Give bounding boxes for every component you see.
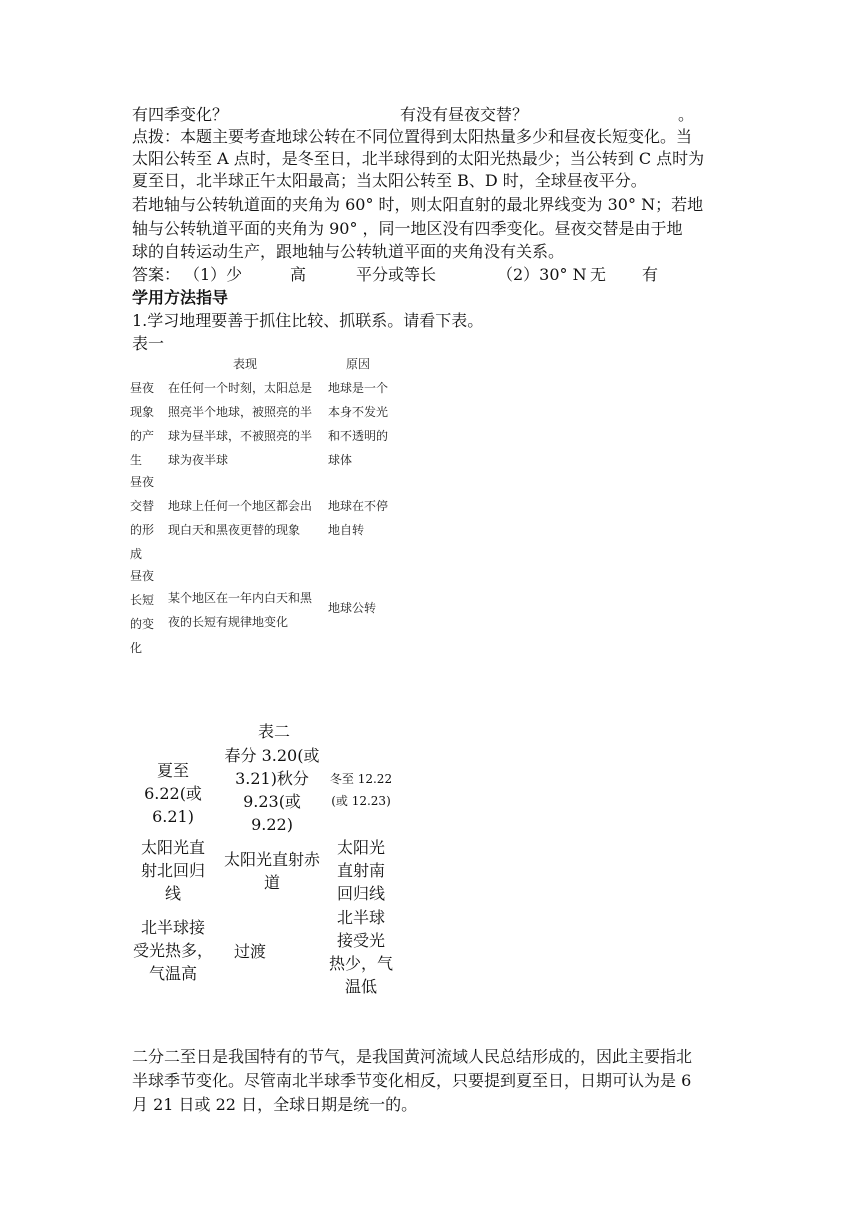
answer-item-6: 有: [642, 265, 659, 284]
table1-row-label: 的形: [130, 523, 155, 537]
table2-cell: 太阳光 直射南 回归线: [336, 838, 385, 903]
table1-row-label: 的变: [130, 617, 155, 631]
table2-cell: 北半球接 受光热多， 气温高: [132, 918, 213, 983]
table1-row-desc: 地球上任何一个地区都会出: [168, 499, 313, 513]
hint-line-3: 夏至日，北半球正午太阳最高；当太阳公转至 B、D 时，全球昼夜平分。: [132, 171, 647, 190]
answer-item-4: （2）30° N: [497, 265, 587, 284]
question-line-b: 有没有昼夜交替？: [400, 105, 529, 124]
table1-row-label: 化: [130, 641, 143, 655]
hint-line-2: 太阳公转至 A 点时，是冬至日，北半球得到的太阳光热最少；当公转到 C 点时为: [132, 149, 705, 168]
table1-row-label: 的产: [130, 429, 155, 443]
answer-label: 答案：: [132, 265, 181, 284]
table1-row-desc: 夜的长短有规律地变化: [168, 615, 289, 629]
table1-row-desc: 在任何一个时刻，太阳总是: [168, 381, 313, 395]
table1-row-label: 现象: [130, 405, 155, 419]
answer-item-5: 无: [590, 265, 607, 284]
table1-header-reason: 原因: [346, 357, 371, 371]
question-line-end: 。: [678, 105, 695, 124]
table2-cell: 北半球 接受光 热少，气 温低: [328, 908, 393, 996]
table2-header-equinox: 春分 3.20(或 3.21)秋分 9.23(或 9.22): [224, 746, 320, 834]
answer-item-2: 高: [290, 265, 307, 284]
table2-title: 表二: [257, 722, 290, 741]
table1-row-reason: 地球公转: [328, 601, 377, 615]
table2-cell: 太阳光直 射北回归 线: [140, 838, 205, 903]
table1-row-label: 交替: [130, 499, 155, 513]
table1-row-desc: 某个地区在一年内白天和黑: [168, 591, 313, 605]
closing-line-1: 二分二至日是我国特有的节气，是我国黄河流域人民总结形成的，因此主要指北: [132, 1047, 693, 1066]
table1-row-reason: 球体: [328, 453, 353, 467]
question-line-a: 有四季变化？: [132, 105, 229, 124]
table2-header-winter: 冬至 12.22 (或 12.23): [329, 772, 393, 808]
table1-row-desc: 球为昼半球，不被照亮的半: [168, 429, 313, 443]
table1-row-reason: 地自转: [328, 523, 365, 537]
section-heading: 学用方法指导: [132, 288, 229, 307]
table1-row-reason: 本身不发光: [328, 405, 389, 419]
table1-row-reason: 和不透明的: [328, 429, 389, 443]
table1-row-desc: 球为夜半球: [168, 453, 229, 467]
table1-row-reason: 地球是一个: [328, 381, 389, 395]
answer-item-1: （1）少: [184, 265, 243, 284]
table1-row-label: 昼夜: [130, 569, 155, 583]
hint-line-1: 点拨：本题主要考查地球公转在不同位置得到太阳热量多少和昼夜长短变化。当: [132, 127, 693, 146]
table1-row-label: 生: [130, 453, 143, 467]
table2-cell: 太阳光直射赤 道: [223, 850, 320, 892]
method-item-1: 1.学习地理要善于抓住比较、抓联系。请看下表。: [132, 311, 484, 330]
table1-row-label: 昼夜: [130, 475, 155, 489]
closing-line-3: 月 21 日或 22 日，全球日期是统一的。: [132, 1095, 418, 1114]
table1-header-performance: 表现: [233, 357, 258, 371]
hint-line-4: 若地轴与公转轨道面的夹角为 60° 时，则太阳直射的最北界线变为 30° N；若地: [132, 195, 704, 214]
table1-row-label: 长短: [130, 593, 155, 607]
hint-line-5: 轴与公转轨道平面的夹角为 90° ，同一地区没有四季变化。昼夜交替是由于地: [132, 219, 683, 238]
table1-title: 表一: [132, 334, 165, 353]
answer-item-3: 平分或等长: [356, 265, 437, 284]
hint-line-6: 球的自转运动生产，跟地轴与公转轨道平面的夹角没有关系。: [132, 242, 565, 261]
table2-cell: 过渡: [233, 942, 266, 961]
table1-row-label: 成: [130, 547, 143, 561]
closing-line-2: 半球季节变化。尽管南北半球季节变化相反，只要提到夏至日，日期可认为是 6: [132, 1071, 692, 1090]
table1-row-reason: 地球在不停: [328, 499, 389, 513]
table2-header-summer: 夏至 6.22(或 6.21): [144, 761, 202, 826]
table1-row-label: 昼夜: [130, 381, 155, 395]
table1-row-desc: 照亮半个地球，被照亮的半: [168, 405, 313, 419]
table1-row-desc: 现白天和黑夜更替的现象: [168, 523, 301, 537]
